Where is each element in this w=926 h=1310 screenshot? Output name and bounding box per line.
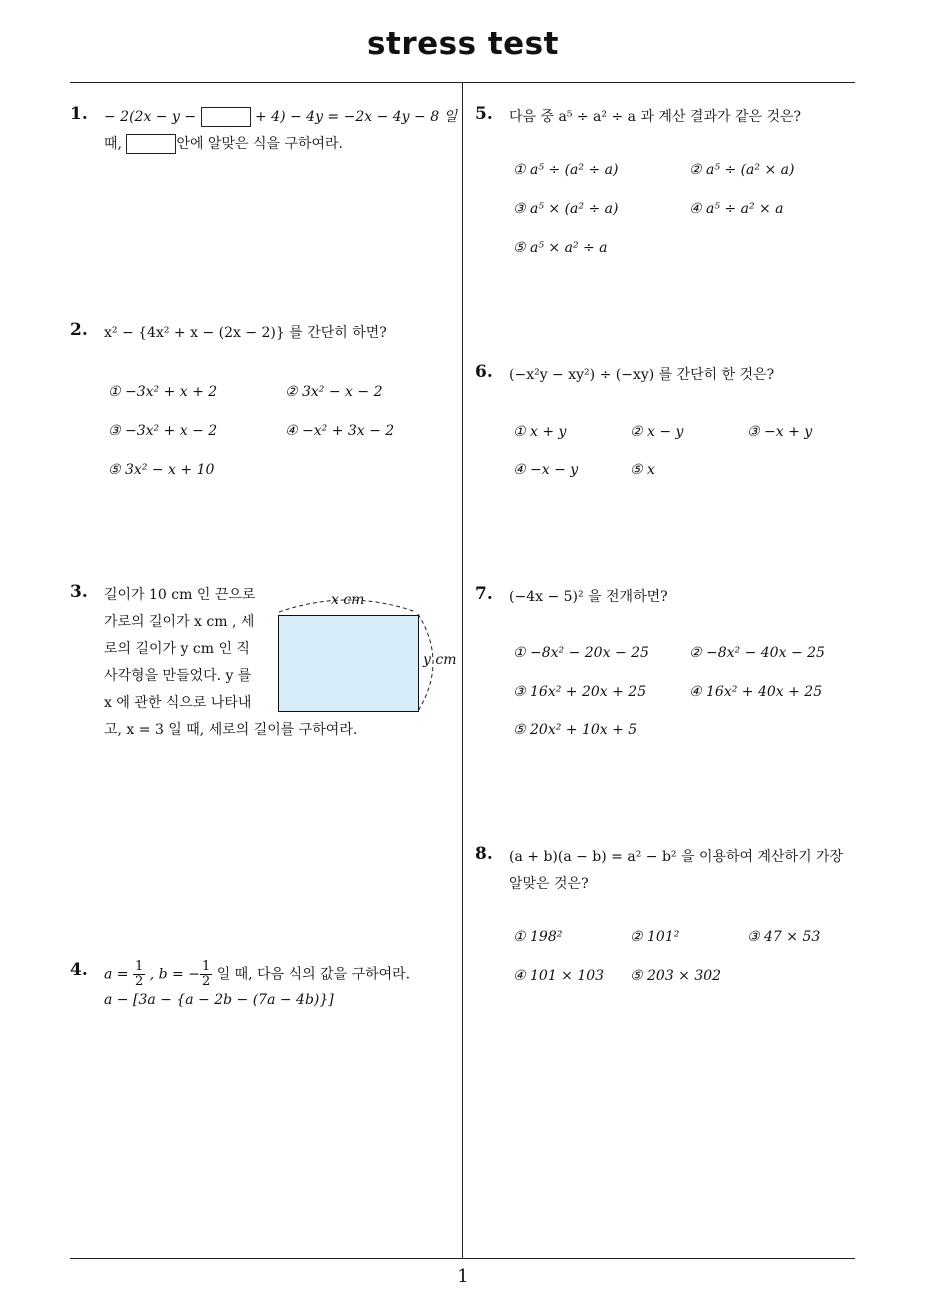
height-label: y cm bbox=[423, 652, 457, 668]
width-label: x cm bbox=[331, 592, 365, 608]
option-1: ① a⁵ ÷ (a² ÷ a) bbox=[513, 162, 619, 178]
question-text: 다음 중 a⁵ ÷ a² ÷ a 과 계산 결과가 같은 것은? bbox=[509, 109, 801, 125]
rectangle-figure bbox=[278, 615, 419, 712]
option-1: ① −8x² − 20x − 25 bbox=[513, 645, 649, 661]
fraction: $\frac{1}{2}$ bbox=[134, 959, 144, 989]
option-5: ⑤ a⁵ × a² ÷ a bbox=[513, 240, 608, 256]
question-number: 3. bbox=[70, 582, 88, 602]
option-3: ③ a⁵ × (a² ÷ a) bbox=[513, 201, 619, 217]
option-3: ③ −3x² + x − 2 bbox=[108, 423, 218, 439]
question-number: 6. bbox=[475, 362, 493, 382]
answer-blank bbox=[201, 107, 251, 127]
option-5: ⑤ x bbox=[630, 462, 655, 478]
question-number: 4. bbox=[70, 960, 88, 980]
option-1: ① −3x² + x + 2 bbox=[108, 384, 218, 400]
answer-blank bbox=[126, 134, 176, 154]
option-2: ② a⁵ ÷ (a² × a) bbox=[689, 162, 795, 178]
fraction: $\frac{1}{2}$ bbox=[201, 959, 211, 989]
option-3: ③ −x + y bbox=[747, 424, 813, 440]
question-number: 8. bbox=[475, 844, 493, 864]
option-5: ⑤ 20x² + 10x + 5 bbox=[513, 722, 638, 738]
question-text: (−4x − 5)² 을 전개하면? bbox=[509, 589, 668, 605]
option-2: ② −8x² − 40x − 25 bbox=[689, 645, 825, 661]
page-title: stress test bbox=[367, 26, 559, 62]
option-2: ② x − y bbox=[630, 424, 684, 440]
option-5: ⑤ 203 × 302 bbox=[630, 968, 722, 984]
option-1: ① x + y bbox=[513, 424, 567, 440]
option-4: ④ −x² + 3x − 2 bbox=[285, 423, 395, 439]
option-4: ④ 101 × 103 bbox=[513, 968, 605, 984]
option-5: ⑤ 3x² − x + 10 bbox=[108, 462, 215, 478]
question-text: 길이가 10 cm 인 끈으로 가로의 길이가 x cm , 세 로의 길이가 y cm 인 직 사각형을 만들었다. y 를 x 에 관한 식으로 나타내 고, x = 3 일 때, 세로의 길이를 구하여라. bbox=[104, 587, 358, 738]
option-4: ④ 16x² + 40x + 25 bbox=[689, 684, 823, 700]
option-1: ① 198² bbox=[513, 929, 563, 945]
question-text: x² − {4x² + x − (2x − 2)} 를 간단히 하면? bbox=[104, 325, 387, 341]
option-3: ③ 47 × 53 bbox=[747, 929, 821, 945]
option-2: ② 3x² − x − 2 bbox=[285, 384, 383, 400]
question-text: − 2(2x − y − + 4) − 4y = −2x − 4y − 8 일 때, 안에 알맞은 식을 구하여라. bbox=[104, 109, 458, 152]
question-number: 1. bbox=[70, 104, 88, 124]
option-2: ② 101² bbox=[630, 929, 680, 945]
question-number: 2. bbox=[70, 320, 88, 340]
question-text: a = $\frac{1}{2}$ , b = − $\frac{1}{2}$ 일 때, 다음 식의 값을 구하여라. a − [3a − {a − 2b − (7a − 4b)}] bbox=[104, 959, 411, 1008]
option-4: ④ −x − y bbox=[513, 462, 579, 478]
page-number: 1 bbox=[457, 1266, 469, 1287]
question-number: 7. bbox=[475, 584, 493, 604]
bottom-rule bbox=[70, 1258, 855, 1259]
option-3: ③ 16x² + 20x + 25 bbox=[513, 684, 647, 700]
question-number: 5. bbox=[475, 104, 493, 124]
question-text: (a + b)(a − b) = a² − b² 을 이용하여 계산하기 가장 알맞은 것은? bbox=[509, 849, 844, 892]
question-text: (−x²y − xy²) ÷ (−xy) 를 간단히 한 것은? bbox=[509, 367, 775, 383]
option-4: ④ a⁵ ÷ a² × a bbox=[689, 201, 784, 217]
